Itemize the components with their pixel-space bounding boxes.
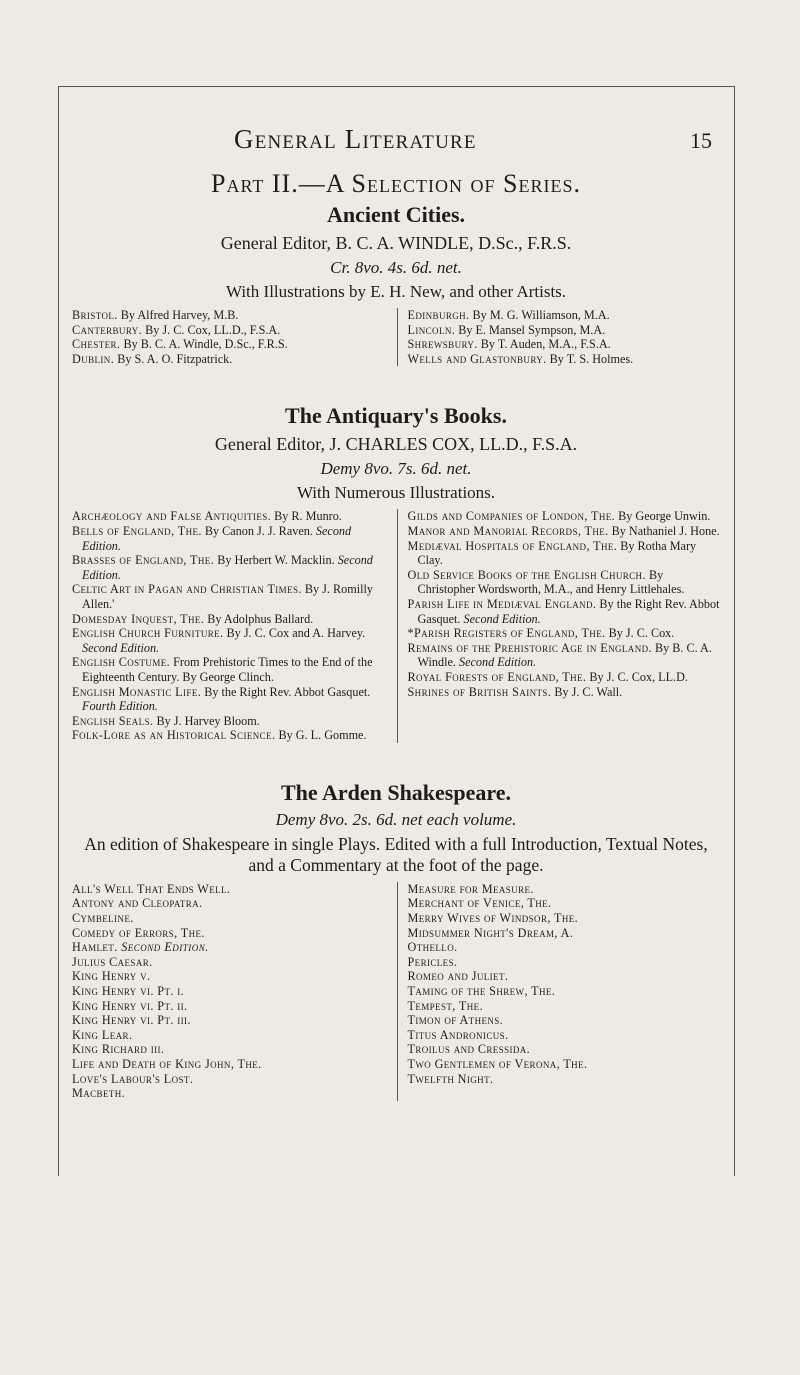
series-ancient-cities	[72, 202, 720, 366]
entry-title: King Henry vi. Pt. ii.	[72, 998, 188, 1013]
entry-title: Cymbeline.	[72, 911, 134, 926]
entry-title: Hamlet.	[72, 940, 118, 955]
page-border-top	[58, 86, 734, 87]
entry-title: Celtic Art in Pagan and Christian Times.	[72, 582, 302, 597]
series-list	[72, 308, 720, 366]
list-item	[72, 509, 385, 524]
list-item	[408, 1072, 721, 1087]
series-editor: General Editor, B. C. A. WINDLE, D.Sc., F.R.S.	[220, 233, 572, 253]
entry-author: By M. G. Williamson, M.A.	[469, 308, 610, 322]
list-item	[408, 641, 721, 670]
list-item	[72, 926, 385, 941]
entry-title: Macbeth.	[72, 1086, 126, 1101]
entry-title: English Church Furniture.	[72, 626, 224, 641]
entry-author: By the Right Rev. Abbot Gasquet.	[417, 596, 720, 626]
entry-author: By Herbert W. Macklin.	[214, 553, 335, 568]
entry-author: By T. S. Holmes.	[546, 351, 634, 366]
series-list	[72, 882, 720, 1101]
list-item	[408, 597, 721, 626]
entry-title: Taming of the Shrew, The.	[407, 984, 556, 999]
list-item	[408, 1013, 721, 1028]
list-column-right	[397, 308, 721, 366]
entry-title: Merchant of Venice, The.	[407, 896, 552, 911]
list-item	[408, 926, 721, 941]
list-item	[72, 969, 385, 984]
entry-title: Old Service Books of the English Church.	[407, 567, 646, 582]
entry-title: Canterbury.	[72, 322, 143, 337]
list-item	[72, 1028, 385, 1043]
list-column-right	[397, 509, 721, 743]
list-item	[72, 553, 385, 582]
list-item	[72, 999, 385, 1014]
entry-title: Timon of Athens.	[407, 1013, 504, 1028]
entry-title: Antony and Cleopatra.	[72, 896, 203, 911]
list-item	[408, 670, 721, 685]
running-title: General Literature	[234, 124, 477, 154]
list-item	[72, 896, 385, 911]
list-item	[408, 984, 721, 999]
catalogue-page	[72, 124, 720, 1101]
page-border-left	[58, 86, 59, 1176]
entry-title: Mediæval Hospitals of England, The.	[407, 538, 618, 553]
list-item	[72, 714, 385, 729]
entry-title: Tempest, The.	[407, 998, 484, 1013]
list-item	[408, 524, 721, 539]
entry-title: Troilus and Cressida.	[407, 1042, 531, 1057]
list-item	[408, 882, 721, 897]
entry-title: Measure for Measure.	[407, 881, 534, 896]
entry-title: Royal Forests of England, The.	[407, 669, 587, 684]
entry-author: By Alfred Harvey, M.B.	[117, 308, 239, 322]
series-arden-shakespeare	[72, 780, 720, 1101]
entry-title: *Parish Registers of England, The.	[407, 626, 606, 641]
list-item	[72, 1057, 385, 1072]
list-item	[408, 352, 721, 367]
list-item	[408, 509, 721, 524]
entry-title: Life and Death of King John, The.	[72, 1057, 262, 1071]
entry-title: Bells of England, The.	[72, 523, 202, 538]
list-item	[72, 323, 385, 338]
entry-author: By J. C. Cox, LL.D.	[586, 669, 688, 684]
list-item	[72, 1013, 385, 1028]
list-item	[72, 308, 385, 323]
entry-title: Midsummer Night's Dream, A.	[407, 925, 574, 940]
list-item	[408, 539, 721, 568]
entry-title: Othello.	[407, 940, 458, 955]
entry-title: Gilds and Companies of London, The.	[407, 509, 616, 524]
list-item	[408, 1028, 721, 1043]
list-column-left	[72, 308, 397, 366]
list-item	[72, 524, 385, 553]
series-illustrations: With Numerous Illustrations.	[296, 483, 496, 503]
entry-author: By B. C. A. Windle.	[417, 640, 712, 670]
entry-author: By G. L. Gomme.	[275, 728, 367, 743]
entry-title: Edinburgh.	[407, 308, 470, 322]
series-illustrations: With Illustrations by E. H. New, and other Artists.	[225, 282, 567, 301]
entry-edition: Second Edition.	[82, 640, 160, 655]
list-item	[72, 940, 385, 955]
list-item	[408, 337, 721, 352]
list-item	[72, 911, 385, 926]
list-item	[72, 728, 385, 743]
entry-edition: Second Edition.	[82, 523, 352, 553]
entry-title: Twelfth Night.	[407, 1071, 494, 1086]
entry-title: Shrewsbury.	[407, 337, 478, 352]
entry-title: King Henry vi. Pt. i.	[72, 984, 185, 999]
entry-author: From Prehistoric Times to the End of the Eighteenth Century. By George Clinch.	[82, 655, 373, 684]
series-price: Cr. 8vo. 4s. 6d. net.	[330, 258, 462, 277]
page-number: 15	[690, 128, 712, 153]
list-item	[72, 1042, 385, 1057]
series-antiquarys-books	[72, 403, 720, 743]
entry-title: English Seals.	[72, 713, 154, 728]
list-item	[408, 1042, 721, 1057]
entry-title: Dublin.	[72, 351, 115, 366]
entry-title: Julius Caesar.	[72, 954, 153, 969]
entry-title: Comedy of Errors, The.	[72, 925, 205, 940]
entry-title: All's Well That Ends Well.	[72, 881, 231, 896]
list-column-right	[397, 882, 721, 1101]
list-item	[408, 308, 721, 323]
entry-title: Domesday Inquest, The.	[72, 611, 205, 626]
entry-author: By R. Munro.	[271, 509, 342, 524]
list-item	[72, 337, 385, 352]
list-item	[408, 911, 721, 926]
entry-title: King Lear.	[72, 1027, 133, 1042]
entry-author: By J. Romilly Allen.'	[82, 582, 373, 611]
list-item	[72, 882, 385, 897]
entry-title: King Henry v.	[72, 969, 151, 984]
series-editor: General Editor, J. CHARLES COX, LL.D., F.S.A.	[214, 434, 578, 455]
series-intro: An edition of Shakespeare in single Plays. Edited with a full Introduction, Textual Notes, and a Commentary at the foot of the page.	[84, 833, 708, 875]
list-item	[408, 896, 721, 911]
entry-author: By E. Mansel Sympson, M.A.	[455, 322, 606, 337]
entry-title: Love's Labour's Lost.	[72, 1071, 194, 1086]
list-item	[72, 626, 385, 655]
entry-edition: Second Edition.	[455, 655, 537, 670]
series-title: The Antiquary's Books.	[285, 403, 507, 429]
entry-author: By T. Auden, M.A., F.S.A.	[477, 337, 611, 352]
entry-title: Shrines of British Saints.	[407, 684, 552, 699]
list-item	[408, 955, 721, 970]
entry-author: By S. A. O. Fitzpatrick.	[114, 351, 233, 366]
series-price: Demy 8vo. 2s. 6d. net each volume.	[275, 809, 517, 829]
entry-author: By B. C. A. Windle, D.Sc., F.R.S.	[120, 337, 288, 352]
entry-title: Manor and Manorial Records, The.	[407, 523, 609, 538]
entry-title: Remains of the Prehistoric Age in England.	[407, 640, 652, 655]
entry-author: By Adolphus Ballard.	[204, 611, 314, 626]
series-price: Demy 8vo. 7s. 6d. net.	[320, 459, 472, 479]
list-item	[72, 1072, 385, 1087]
entry-title: Lincoln.	[407, 322, 456, 337]
entry-author: By J. C. Cox.	[605, 626, 675, 641]
list-item	[72, 685, 385, 714]
entry-author: By Christopher Wordsworth, M.A., and Henry Littlehales.	[417, 567, 685, 597]
entry-edition: Second Edition.	[460, 611, 541, 626]
entry-title: Merry Wives of Windsor, The.	[407, 911, 579, 926]
entry-title: King Henry vi. Pt. iii.	[72, 1013, 191, 1028]
list-item	[408, 568, 721, 597]
entry-title: Parish Life in Mediæval England.	[407, 596, 597, 611]
entry-title: English Costume.	[72, 655, 171, 670]
series-list	[72, 509, 720, 743]
entry-author: By J. C. Wall.	[551, 684, 623, 699]
entry-author: By George Unwin.	[615, 509, 711, 524]
page-border-right	[734, 86, 735, 1176]
list-item	[72, 612, 385, 627]
list-item	[408, 685, 721, 700]
list-item	[408, 323, 721, 338]
entry-author: By Nathaniel J. Hone.	[608, 523, 720, 538]
entry-title: English Monastic Life.	[72, 684, 202, 699]
entry-title: Two Gentlemen of Verona, The.	[407, 1057, 588, 1071]
entry-title: Bristol.	[72, 308, 118, 322]
entry-edition: Second Edition.	[82, 553, 373, 582]
list-item	[408, 1057, 721, 1072]
entry-title: Pericles.	[407, 954, 458, 969]
list-column-left	[72, 509, 397, 743]
list-item	[408, 940, 721, 955]
entry-author: By the Right Rev. Abbot Gasquet.	[201, 684, 371, 699]
entry-author: By J. Harvey Bloom.	[153, 713, 260, 728]
entry-author: By J. C. Cox, LL.D., F.S.A.	[142, 322, 281, 337]
entry-title: Wells and Glastonbury.	[407, 351, 547, 366]
entry-title: Archæology and False Antiquities.	[72, 509, 272, 524]
series-title: Ancient Cities.	[326, 202, 466, 227]
entry-title: King Richard iii.	[72, 1042, 165, 1057]
entry-edition: Fourth Edition.	[82, 699, 158, 714]
entry-edition: Second Edition.	[117, 940, 209, 955]
running-head	[72, 124, 720, 155]
entry-title: Folk-Lore as an Historical Science.	[72, 728, 276, 743]
list-item	[72, 955, 385, 970]
entry-author: By Rotha Mary Clay.	[417, 538, 697, 568]
entry-title: Titus Andronicus.	[407, 1027, 509, 1042]
list-item	[408, 626, 721, 641]
entry-title: Romeo and Juliet.	[407, 969, 509, 984]
list-column-left	[72, 882, 397, 1101]
list-item	[72, 1086, 385, 1101]
entry-title: Brasses of England, The.	[72, 553, 215, 568]
list-item	[408, 999, 721, 1014]
list-item	[408, 969, 721, 984]
part-title: Part II.—A Selection of Series.	[211, 169, 581, 198]
list-item	[72, 655, 385, 684]
series-title: The Arden Shakespeare.	[280, 779, 511, 805]
list-item	[72, 984, 385, 999]
list-item	[72, 352, 385, 367]
list-item	[72, 582, 385, 611]
entry-author: By Canon J. J. Raven.	[201, 523, 313, 538]
entry-author: By J. C. Cox and A. Harvey.	[223, 626, 366, 641]
entry-title: Chester.	[72, 337, 121, 352]
